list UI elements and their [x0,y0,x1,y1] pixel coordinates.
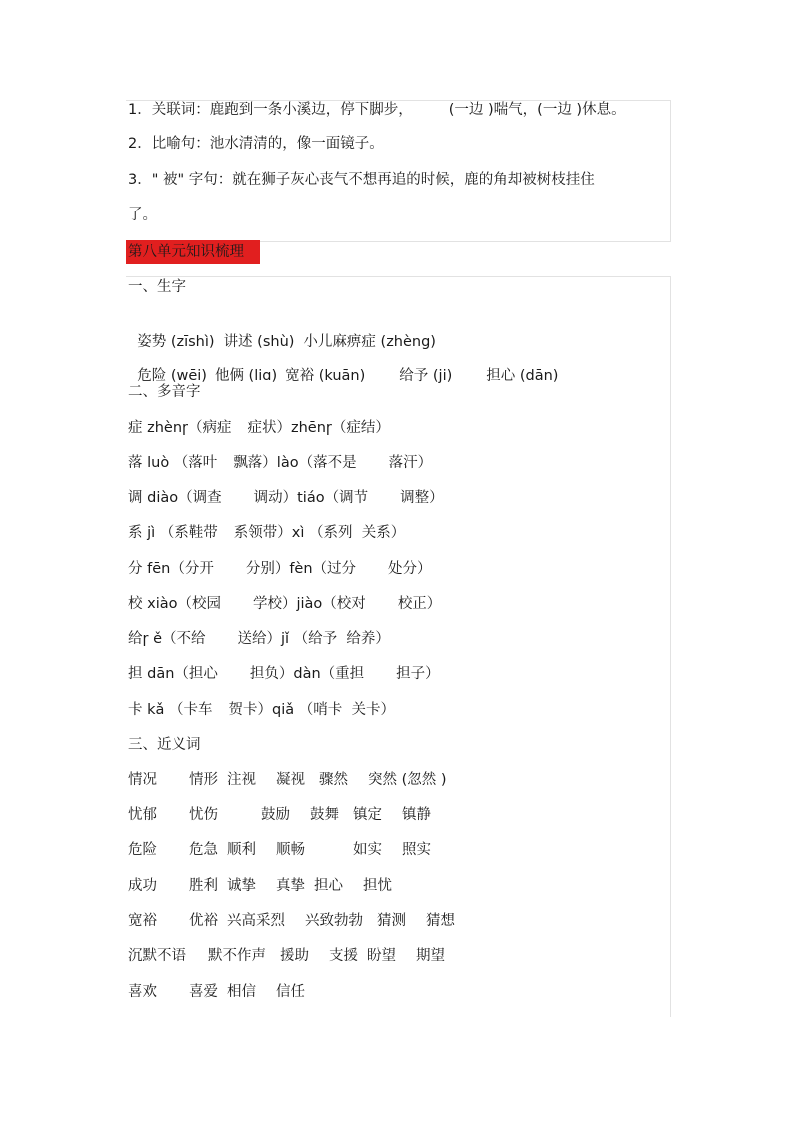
duoyinzi-row: 分 fēn（分开 分别）fèn（过分 处分） [128,561,432,577]
jinyici-row: 沉默不语 默不作声 援助 支援 盼望 期望 [128,948,445,964]
duoyinzi-heading: 二、多音字 [128,384,201,400]
jinyici-heading: 三、近义词 [128,737,201,753]
sentence-3: 3．" 被" 字句：就在狮子灰心丧气不想再追的时候，鹿的角却被树枝挂住 [128,172,595,188]
word: 小儿麻痹症 (zhèng) [303,334,436,350]
shengzi-row-2 [128,346,558,386]
sentence-3-cont: 了。 [128,207,157,223]
jinyici-row: 宽裕 优裕 兴高采烈 兴致勃勃 猜测 猜想 [128,913,455,929]
jinyici-row: 喜欢 喜爱 相信 信任 [128,984,305,1000]
sentence-2: 2．比喻句：池水清清的，像一面镜子。 [128,136,384,152]
duoyinzi-row: 给ɼ ě（不给 送给）jǐ （给予 给养） [128,631,390,647]
duoyinzi-row: 系 jì （系鞋带 系领带）xì （系列 关系） [128,525,406,541]
jinyici-row: 情况 情形 注视 凝视 骤然 突然 (忽然 ) [128,772,447,788]
sentence-1: 1．关联词：鹿跑到一条小溪边，停下脚步， (一边 )喘气，(一边 )休息。 [128,102,626,118]
jinyici-row: 危险 危急 顺利 顺畅 如实 照实 [128,842,431,858]
duoyinzi-row: 校 xiào（校园 学校）jiào（校对 校正） [128,596,442,612]
jinyici-row: 成功 胜利 诚挚 真挚 担心 担忧 [128,878,392,894]
word: 担心 (dān) [486,368,559,384]
word: 宽裕 (kuān) [285,368,366,384]
shengzi-heading: 一、生字 [128,279,186,295]
unit-title: 第八单元知识梳理 [126,240,260,264]
duoyinzi-row: 症 zhènɼ（病症 症状）zhēnɼ（症结） [128,420,390,436]
word: 讲述 (shù) [223,334,295,350]
word: 危险 (wēi) [137,368,207,384]
word: 姿势 (zīshì) [137,334,215,350]
jinyici-row: 忧郁 忧伤 鼓励 鼓舞 镇定 镇静 [128,807,431,823]
word: 他俩 (liɑ) [214,368,278,384]
duoyinzi-row: 调 diào（调查 调动）tiáo（调节 调整） [128,490,444,506]
duoyinzi-row: 卡 kǎ （卡车 贺卡）qiǎ （哨卡 关卡） [128,702,395,718]
word: 给予 (ji) [399,368,453,384]
duoyinzi-row: 落 luò （落叶 飘落）lào（落不是 落汗） [128,455,433,471]
duoyinzi-row: 担 dān（担心 担负）dàn（重担 担子） [128,666,440,682]
